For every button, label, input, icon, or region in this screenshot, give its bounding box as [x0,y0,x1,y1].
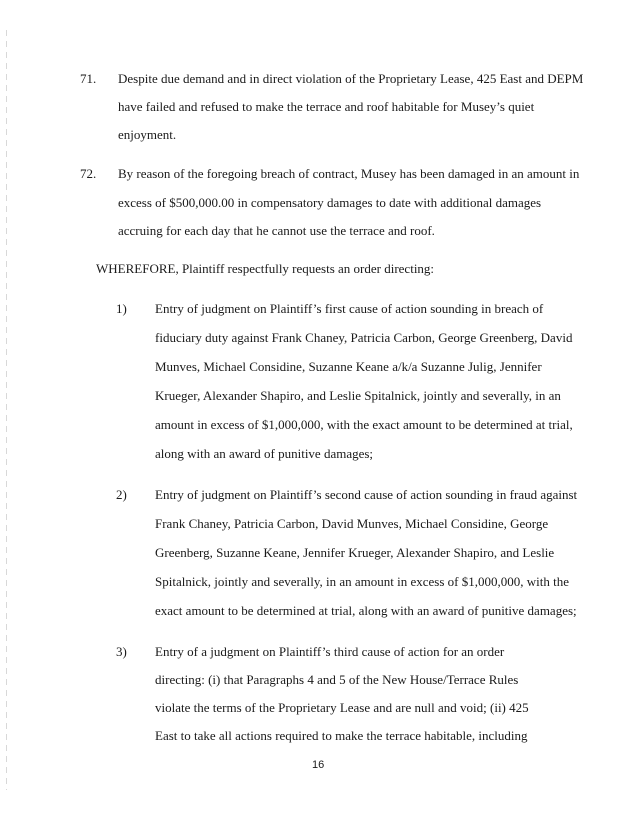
paragraph-line: By reason of the foregoing breach of contract, Musey has been damaged in an amount in [118,166,580,181]
request-number: 2) [116,487,127,502]
request-line: East to take all actions required to make the terrace habitable, including [155,728,528,743]
paragraph-number: 71. [80,71,97,86]
request-line: along with an award of punitive damages; [155,446,374,461]
request-line: Frank Chaney, Patricia Carbon, David Munves, Michael Considine, George [155,516,549,531]
request-line: Munves, Michael Considine, Suzanne Keane a/k/a Suzanne Julig, Jennifer [155,359,542,374]
wherefore-clause: WHEREFORE, Plaintiff respectfully requests an order directing: [96,261,435,276]
page-number: 16 [312,759,325,771]
request-line: Spitalnick, jointly and severally, in an amount in excess of $1,000,000, with the [155,574,570,589]
paragraph-number: 72. [80,166,97,181]
scan-edge-line [6,30,7,790]
paragraph-line: enjoyment. [118,127,177,142]
request-line: Greenberg, Suzanne Keane, Jennifer Krueger, Alexander Shapiro, and Leslie [155,545,555,560]
paragraph-line: excess of $500,000.00 in compensatory damages to date with additional damages [118,195,542,210]
request-line: amount in excess of $1,000,000, with the exact amount to be determined at trial, [155,417,573,432]
paragraph-line: accruing for each day that he cannot use the terrace and roof. [118,223,435,238]
request-number: 1) [116,301,127,316]
request-line: Krueger, Alexander Shapiro, and Leslie Spitalnick, jointly and severally, in an [155,388,561,403]
paragraph-line: have failed and refused to make the terrace and roof habitable for Musey’s quiet [118,99,535,114]
paragraph-line: Despite due demand and in direct violation of the Proprietary Lease, 425 East and DEPM [118,71,584,86]
request-line: fiduciary duty against Frank Chaney, Patricia Carbon, George Greenberg, David [155,330,573,345]
request-line: Entry of judgment on Plaintiff’s second cause of action sounding in fraud against [155,487,578,502]
request-line: Entry of judgment on Plaintiff’s first cause of action sounding in breach of [155,301,544,316]
request-line: violate the terms of the Proprietary Lease and are null and void; (ii) 425 [155,700,529,715]
request-line: exact amount to be determined at trial, along with an award of punitive damages; [155,603,577,618]
request-line: directing: (i) that Paragraphs 4 and 5 of the New House/Terrace Rules [155,672,519,687]
request-number: 3) [116,644,127,659]
request-line: Entry of a judgment on Plaintiff’s third cause of action for an order [155,644,505,659]
